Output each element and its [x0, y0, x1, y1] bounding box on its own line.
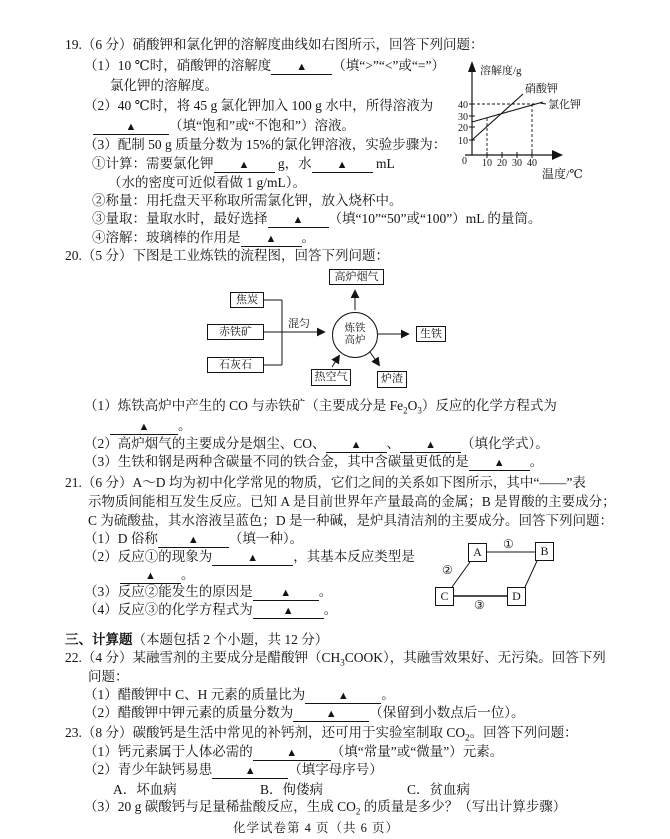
x-tick-30: 30 [512, 158, 522, 169]
y-tick-10: 10 [458, 136, 468, 147]
q22-stem-2: 问题： [88, 669, 129, 684]
reaction-3-label: ③ [474, 598, 485, 612]
substance-d-box: D [507, 587, 526, 606]
answer-blank: ▲ [400, 440, 461, 453]
q19-1b: 氯化钾的溶解度。 [110, 78, 218, 93]
answer-blank: ▲ [271, 62, 332, 75]
answer-blank: ▲ [158, 535, 229, 548]
section-3-header: 三、计算题（本题包括 2 个小题，共 12 分） [65, 632, 329, 647]
iron-smelting-flowchart [200, 266, 455, 396]
q19-3-step1-note: （水的密度可近似看做 1 g/mL）。 [108, 175, 306, 190]
q21-2a: （2）反应①的现象为 ▲ ，其基本反应类型是 [84, 549, 415, 564]
q21-4: （4）反应③的化学方程式为 ▲ 。 [84, 602, 338, 617]
reaction-1-label: ① [503, 537, 514, 551]
series-kcl-label: 氯化钾 [548, 99, 581, 111]
q19-3-step2: ②称量：用托盘天平称取所需氯化钾，放入烧杯中。 [92, 193, 403, 208]
q23-2-option-a: A．坏血病 [113, 782, 177, 797]
q19-3-step3: ③量取：量取水时，最好选择 ▲ （填“10”“50”或“100”）mL 的量筒。 [92, 211, 542, 226]
furnace-label-line2: 高炉 [344, 335, 366, 346]
hematite-box: 赤铁矿 [207, 324, 264, 340]
x-axis-arrow-icon [552, 150, 563, 160]
furnace-label-line1: 炼铁 [344, 323, 366, 335]
q19-1a: （1）10 ℃时，硝酸钾的溶解度 ▲ （填“>”“<”或“=”） [84, 58, 446, 73]
limestone-box: 石灰石 [207, 357, 264, 373]
q21-stem-2: 示物质间能相互发生反应。已知 A 是目前世界年产量最高的金属；B 是胃酸的主要成分； [88, 494, 616, 509]
substance-b-box: B [535, 542, 554, 561]
q20-2: （2）高炉烟气的主要成分是烟尘、CO、 ▲ 、 ▲ （填化学式）。 [84, 436, 549, 451]
kno3-curve [472, 94, 523, 140]
x-tick-10: 10 [482, 158, 492, 169]
q20-1a: （1）炼铁高炉中产生的 CO 与赤铁矿（主要成分是 $Fe_2O_3$）反应的化学方程式为 [84, 398, 557, 416]
answer-blank: ▲ [253, 748, 331, 761]
q21-stem-1: 21.（6 分）A～D 均为初中化学常见的物质，它们之间的关系如下图所示，其中“——”表 [65, 475, 586, 490]
blast-furnace-circle [332, 312, 378, 358]
slag-box: 炉渣 [377, 371, 407, 388]
answer-blank: ▲ [253, 588, 319, 601]
q21-2b: ▲ 。 [120, 566, 195, 584]
answer-blank: ▲ [212, 553, 293, 566]
q19-3: （3）配制 50 g 质量分数为 15%的氯化钾溶液，实验步骤为： [84, 137, 447, 152]
substance-c-box: C [435, 587, 454, 606]
y-tick-20: 20 [458, 123, 468, 134]
q22-2: （2）醋酸钾中钾元素的质量分数为 ▲ （保留到小数点后一位）。 [84, 705, 525, 720]
origin-label: 0 [462, 156, 467, 167]
hot-air-box: 热空气 [311, 369, 351, 386]
reaction-2-label: ② [442, 563, 453, 577]
answer-blank: ▲ [110, 422, 178, 435]
q20-stem: 20.（5 分）下图是工业炼铁的流程图，回答下列问题： [65, 248, 389, 263]
q21-stem-3: C 为硫酸盐，其水溶液呈蓝色；D 是一种碱，是炉具清洁剂的主要成分。回答下列问题： [88, 513, 614, 528]
kcl-label-leader [540, 103, 546, 104]
q23-3: （3）20 g 碳酸钙与足量稀盐酸反应，生成 $CO_2$ 的质量是多少？（写出计算步骤） [84, 799, 567, 817]
substance-a-box: A [468, 543, 487, 562]
chart-x-label: 温度/℃ [542, 167, 583, 181]
solubility-chart [450, 58, 662, 185]
y-tick-40: 40 [458, 100, 468, 111]
q23-2-option-c: C．贫血病 [407, 782, 471, 797]
y-axis-arrow-icon [468, 61, 476, 72]
q19-2a: （2）40 ℃时，将 45 g 氯化钾加入 100 g 水中，所得溶液为 [84, 98, 434, 113]
mix-label: 混匀 [288, 318, 310, 330]
x-tick-20: 20 [497, 158, 507, 169]
q23-1: （1）钙元素属于人体必需的 ▲ （填“常量”或“微量”）元素。 [84, 744, 504, 759]
coke-box: 焦炭 [230, 292, 264, 308]
q22-1: （1）醋酸钾中 C、H 元素的质量比为 ▲ 。 [84, 687, 395, 702]
q20-3: （3）生铁和钢是两种含碳量不同的铁合金，其中含碳量更低的是 ▲ 。 [84, 454, 544, 469]
x-tick-40: 40 [527, 158, 537, 169]
answer-blank: ▲ [253, 606, 324, 619]
q21-3: （3）反应②能发生的原因是 ▲ 。 [84, 584, 333, 599]
q23-2: （2）青少年缺钙易患 ▲ （填字母序号） [84, 762, 383, 777]
hot-air-arrow [332, 356, 339, 367]
q22-stem-1: 22.（4 分）某融雪剂的主要成分是醋酸钾$(CH_3COOK)$，其融雪效果好、无污染。回答下列 [65, 650, 606, 668]
answer-blank: ▲ [212, 766, 288, 779]
answer-blank: ▲ [469, 458, 530, 471]
answer-blank: ▲ [120, 571, 181, 584]
answer-blank: ▲ [312, 160, 373, 173]
slag-arrow [370, 352, 379, 365]
line-a-c [452, 562, 470, 587]
q19-3-step4: ④溶解：玻璃棒的作用是 ▲ 。 [92, 230, 315, 245]
flue-gas-box: 高炉烟气 [329, 269, 384, 285]
answer-blank: ▲ [268, 215, 329, 228]
line-b-d [525, 561, 537, 587]
answer-blank: ▲ [93, 122, 169, 135]
q21-1: （1）D 俗称 ▲ （填一种）。 [84, 531, 304, 546]
q23-2-option-b: B．佝偻病 [260, 782, 324, 797]
q19-2b: ▲ （填“饱和”或“不饱和”）溶液。 [93, 117, 355, 135]
chart-y-label: 溶解度/g [480, 65, 522, 77]
page-footer: 化学试卷第 4 页（共 6 页） [233, 821, 400, 835]
pig-iron-box: 生铁 [416, 326, 446, 342]
answer-blank: ▲ [214, 160, 275, 173]
q19-stem: 19.（6 分）硝酸钾和氯化钾的溶解度曲线如右图所示，回答下列问题： [65, 37, 484, 52]
answer-blank: ▲ [293, 709, 369, 722]
substance-relation-diagram [430, 538, 565, 618]
answer-blank: ▲ [326, 440, 387, 453]
series-kno3-label: 硝酸钾 [525, 83, 558, 95]
q19-3-step1: ①计算：需要氯化钾 ▲ g，水 ▲ mL [92, 156, 395, 171]
y-tick-30: 30 [458, 112, 468, 123]
answer-blank: ▲ [305, 691, 381, 704]
q20-1b: ▲ 。 [110, 417, 192, 435]
q23-stem: 23.（8 分）碳酸钙是生活中常见的补钙剂，还可用于实验室制取 $CO_2$。回答下列问题： [65, 725, 578, 743]
answer-blank: ▲ [241, 234, 302, 247]
